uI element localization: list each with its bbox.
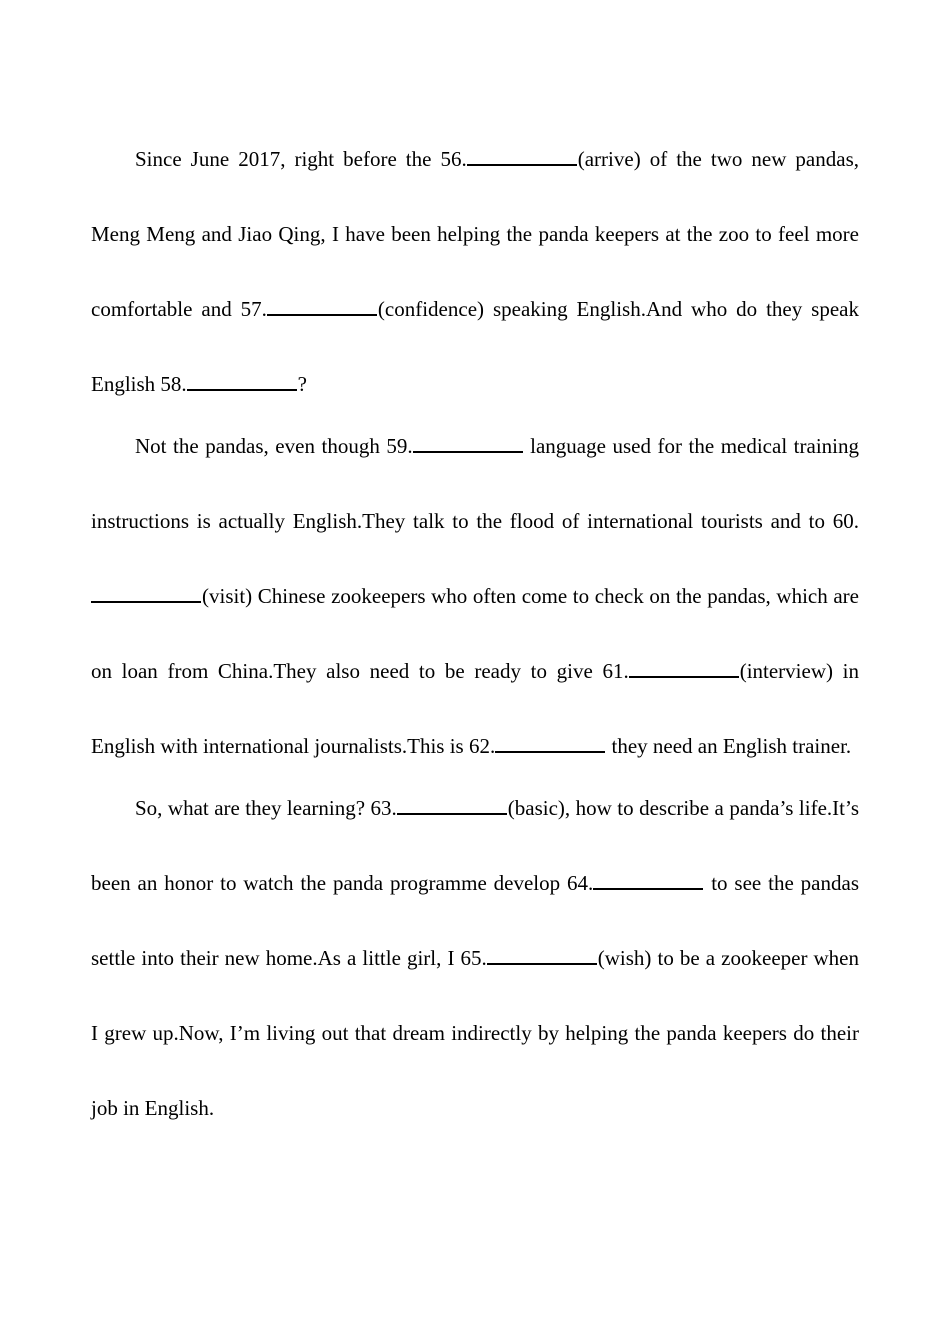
hint-61: (interview): [739, 659, 833, 683]
blank-56[interactable]: [467, 148, 577, 166]
blank-61[interactable]: [629, 660, 739, 678]
blank-59[interactable]: [413, 435, 523, 453]
text-segment: language used for the medical training instructions is actually English.They talk to the flood of international tourists and to 60.: [91, 434, 860, 533]
text-segment: of the two new pandas, Meng Meng and Jiao Qing, I have been helping the panda keepers at the zoo to feel more comfortable and 57.: [91, 147, 859, 321]
paragraph-3: [91, 771, 859, 1146]
passage: [91, 122, 859, 1146]
blank-58[interactable]: [187, 373, 297, 391]
paragraph-1: [91, 122, 859, 422]
blank-64[interactable]: [593, 872, 703, 890]
text-segment: they need an English trainer.: [606, 734, 852, 758]
text-segment: , how to describe a panda’s life.It’s been an honor to watch the panda programme develop 64.: [91, 796, 860, 895]
hint-57: (confidence): [377, 297, 485, 321]
text-segment: Not the pandas, even though 59.: [135, 434, 413, 458]
paragraph-2: [91, 409, 859, 784]
blank-65[interactable]: [487, 947, 597, 965]
text-segment: to see the pandas settle into their new home.As a little girl, I 65.: [91, 871, 859, 970]
text-segment: Since June 2017, right before the 56.: [135, 147, 467, 171]
text-segment: speaking English.And who do they speak English 58.: [91, 297, 859, 396]
hint-65: (wish): [597, 946, 652, 970]
hint-56: (arrive): [577, 147, 641, 171]
blank-63[interactable]: [397, 797, 507, 815]
text-segment: in English with international journalists.This is 62.: [91, 659, 859, 758]
text-segment: ?: [297, 372, 307, 396]
text-segment: to be a zookeeper when I grew up.Now, I’m living out that dream indirectly by helping the panda keepers do their job in English.: [91, 946, 859, 1120]
hint-60: (visit): [202, 584, 253, 608]
text-segment: So, what are they learning? 63.: [135, 796, 397, 820]
blank-62[interactable]: [495, 735, 605, 753]
text-segment: Chinese zookeepers who often come to check on the pandas, which are on loan from China.They also need to be ready to give 61.: [91, 584, 859, 683]
hint-63: (basic): [507, 796, 565, 820]
blank-60[interactable]: [91, 585, 201, 603]
blank-57[interactable]: [267, 298, 377, 316]
